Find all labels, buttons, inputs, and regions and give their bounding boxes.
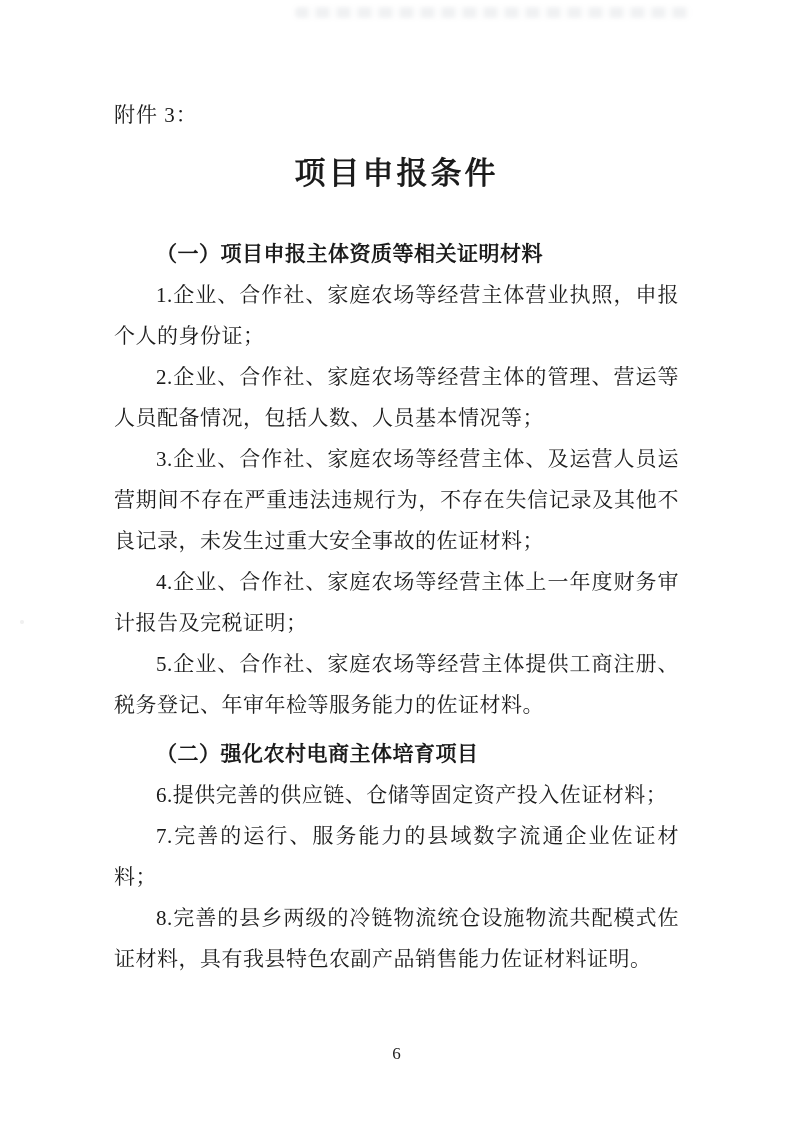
section-1-item-4: 4.企业、合作社、家庭农场等经营主体上一年度财务审计报告及完税证明；: [114, 570, 679, 635]
section-1-item-1: 1.企业、合作社、家庭农场等经营主体营业执照，申报个人的身份证；: [114, 283, 679, 348]
section-2-heading: （二）强化农村电商主体培育项目: [156, 743, 479, 766]
section-2-item-7: 7.完善的运行、服务能力的县域数字流通企业佐证材料；: [114, 824, 679, 889]
attachment-label: 附件 3：: [114, 103, 198, 127]
section-1-item-2: 2.企业、合作社、家庭农场等经营主体的管理、营运等人员配备情况，包括人数、人员基本情况等；: [114, 365, 679, 430]
section-2-item-6: 6.提供完善的供应链、仓储等固定资产投入佐证材料；: [156, 783, 668, 807]
section-1-item-3: 3.企业、合作社、家庭农场等经营主体、及运营人员运营期间不存在严重违法违规行为，不存在失信记录及其他不良记录，未发生过重大安全事故的佐证材料；: [114, 447, 679, 553]
ink-bleed-artifact: [295, 7, 690, 18]
section-2-item-8: 8.完善的县乡两级的冷链物流统仓设施物流共配模式佐证材料，具有我县特色农副产品销售能力佐证材料证明。: [114, 906, 679, 971]
section-1-item-5: 5.企业、合作社、家庭农场等经营主体提供工商注册、税务登记、年审年检等服务能力的佐证材料。: [114, 652, 679, 717]
section-1-heading: （一）项目申报主体资质等相关证明材料: [156, 243, 543, 266]
scan-speck-artifact: [20, 620, 24, 624]
page-number: 6: [392, 1044, 401, 1063]
document-title: 项目申报条件: [294, 156, 499, 191]
